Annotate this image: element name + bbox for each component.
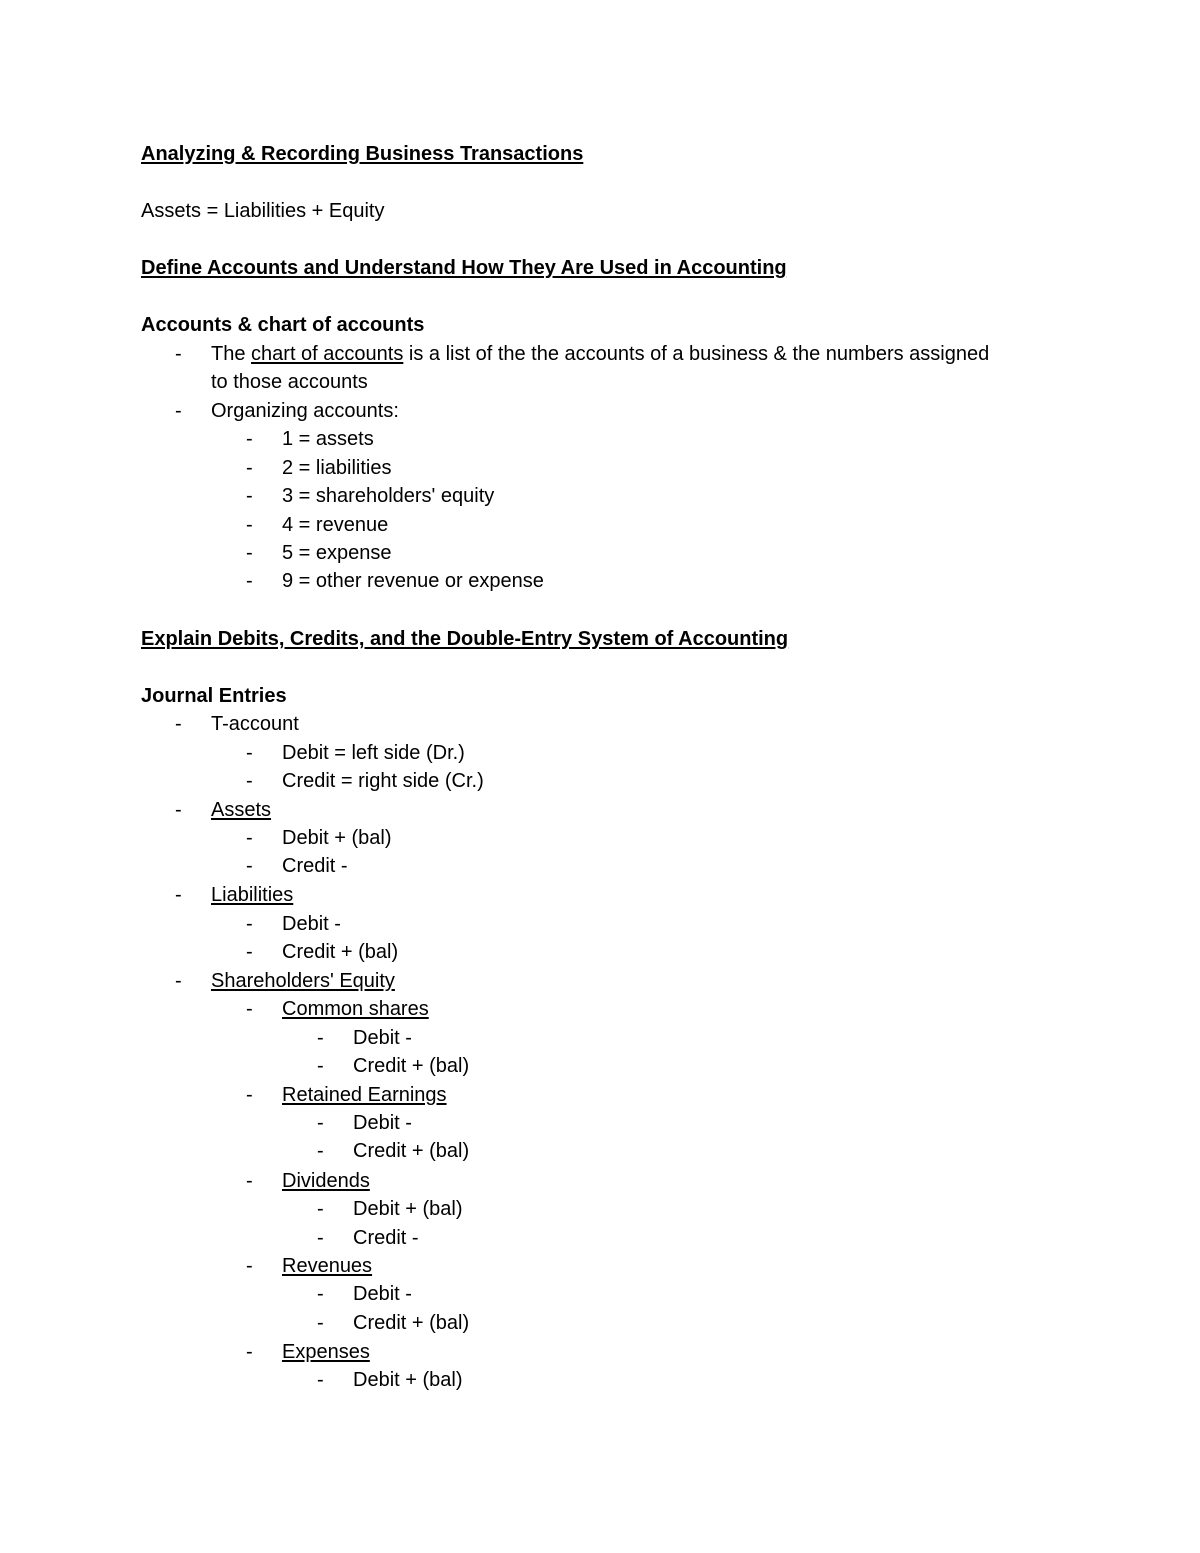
bullet-dash: - [317, 1312, 324, 1334]
chart-of-accounts-term: chart of accounts [251, 343, 404, 365]
section-heading-define-accounts: Define Accounts and Understand How They Are Used in Accounting [141, 257, 787, 279]
bullet-dash: - [246, 1341, 253, 1363]
bullet-dash: - [246, 827, 253, 849]
bullet-dash: - [317, 1027, 324, 1049]
bullet-dash: - [175, 970, 182, 992]
bullet-dash: - [246, 1084, 253, 1106]
bullet-dash: - [246, 428, 253, 450]
bullet-dash: - [317, 1112, 324, 1134]
bullet-dash: - [246, 742, 253, 764]
bullet-dash: - [246, 1170, 253, 1192]
bullet-dash: - [246, 514, 253, 536]
bullet-dash: - [317, 1227, 324, 1249]
bullet-dash: - [317, 1055, 324, 1077]
list-item-text: The chart of accounts is a list of the the accounts of a business & the numbers assigned [211, 343, 990, 365]
bullet-dash: - [175, 343, 182, 365]
bullet-dash: - [175, 884, 182, 906]
bullet-dash: - [175, 713, 182, 735]
bullet-dash: - [246, 941, 253, 963]
bullet-dash: - [246, 913, 253, 935]
page-title: Analyzing & Recording Business Transactions [141, 143, 584, 165]
section-heading-debits-credits: Explain Debits, Credits, and the Double-Entry System of Accounting [141, 628, 789, 650]
bullet-dash: - [175, 400, 182, 422]
bullet-dash: - [175, 799, 182, 821]
subheading-chart-of-accounts: Accounts & chart of accounts [141, 314, 425, 336]
bullet-dash: - [246, 998, 253, 1020]
bullet-dash: - [246, 1255, 253, 1277]
bullet-dash: - [246, 770, 253, 792]
bullet-dash: - [246, 855, 253, 877]
bullet-dash: - [246, 485, 253, 507]
bullet-dash: - [317, 1140, 324, 1162]
bullet-dash: - [317, 1369, 324, 1391]
subheading-journal-entries: Journal Entries [141, 685, 287, 707]
bullet-dash: - [246, 570, 253, 592]
bullet-dash: - [246, 457, 253, 479]
bullet-dash: - [317, 1283, 324, 1305]
bullet-dash: - [317, 1198, 324, 1220]
accounting-equation: Assets = Liabilities + Equity [141, 200, 385, 222]
bullet-dash: - [246, 542, 253, 564]
